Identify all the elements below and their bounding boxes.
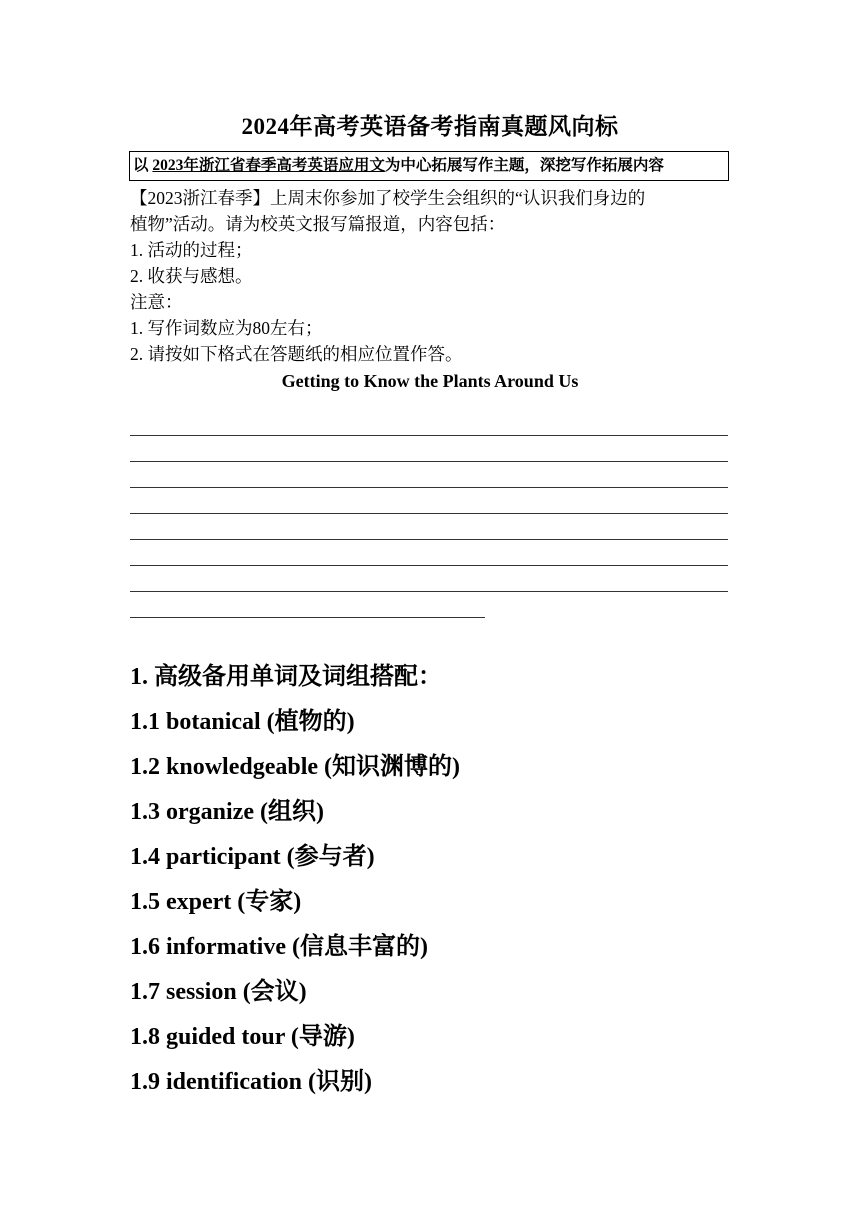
answer-line bbox=[130, 436, 728, 462]
vocabulary-item: 1.6 informative (信息丰富的) bbox=[130, 934, 428, 960]
essay-title: Getting to Know the Plants Around Us bbox=[281, 371, 579, 391]
banner-prefix: 以 bbox=[133, 157, 153, 174]
prompt-line: 注意： bbox=[130, 292, 183, 312]
answer-line-short bbox=[130, 592, 485, 618]
prompt-line: 1. 活动的过程； bbox=[130, 240, 253, 260]
answer-line bbox=[130, 410, 728, 436]
topic-banner bbox=[129, 151, 729, 181]
banner-suffix: 为中心拓展写作主题，深挖写作拓展内容 bbox=[384, 157, 664, 174]
banner-underlined-text: 2023年浙江省春季高考英语应用文 bbox=[152, 157, 385, 174]
vocabulary-item: 1.2 knowledgeable (知识渊博的) bbox=[130, 754, 460, 780]
prompt-line: 2. 请按如下格式在答题纸的相应位置作答。 bbox=[130, 344, 463, 364]
vocabulary-item: 1.5 expert (专家) bbox=[130, 889, 302, 915]
prompt-line: 1. 写作词数应为80左右； bbox=[130, 318, 323, 338]
answer-line bbox=[130, 566, 728, 592]
answer-line bbox=[130, 514, 728, 540]
prompt-line: 【2023浙江春季】上周末你参加了校学生会组织的“认识我们身边的 bbox=[130, 188, 646, 208]
answer-line bbox=[130, 488, 728, 514]
writing-prompt bbox=[130, 185, 730, 367]
vocabulary-item: 1.9 identification (识别) bbox=[130, 1069, 372, 1095]
answer-line bbox=[130, 462, 728, 488]
vocabulary-item: 1.7 session (会议) bbox=[130, 979, 307, 1005]
answer-lines bbox=[130, 410, 728, 618]
prompt-line: 2. 收获与感想。 bbox=[130, 266, 253, 286]
vocabulary-section bbox=[130, 655, 730, 1105]
vocabulary-item: 1.1 botanical (植物的) bbox=[130, 709, 355, 735]
vocabulary-item: 1.3 organize (组织) bbox=[130, 799, 324, 825]
document-title: 2024年高考英语备考指南真题风向标 bbox=[241, 114, 619, 139]
vocabulary-heading: 1. 高级备用单词及词组搭配： bbox=[130, 664, 442, 690]
vocabulary-item: 1.4 participant (参与者) bbox=[130, 844, 375, 870]
prompt-line: 植物”活动。请为校英文报写篇报道，内容包括： bbox=[130, 214, 506, 234]
answer-line bbox=[130, 540, 728, 566]
vocabulary-item: 1.8 guided tour (导游) bbox=[130, 1024, 355, 1050]
